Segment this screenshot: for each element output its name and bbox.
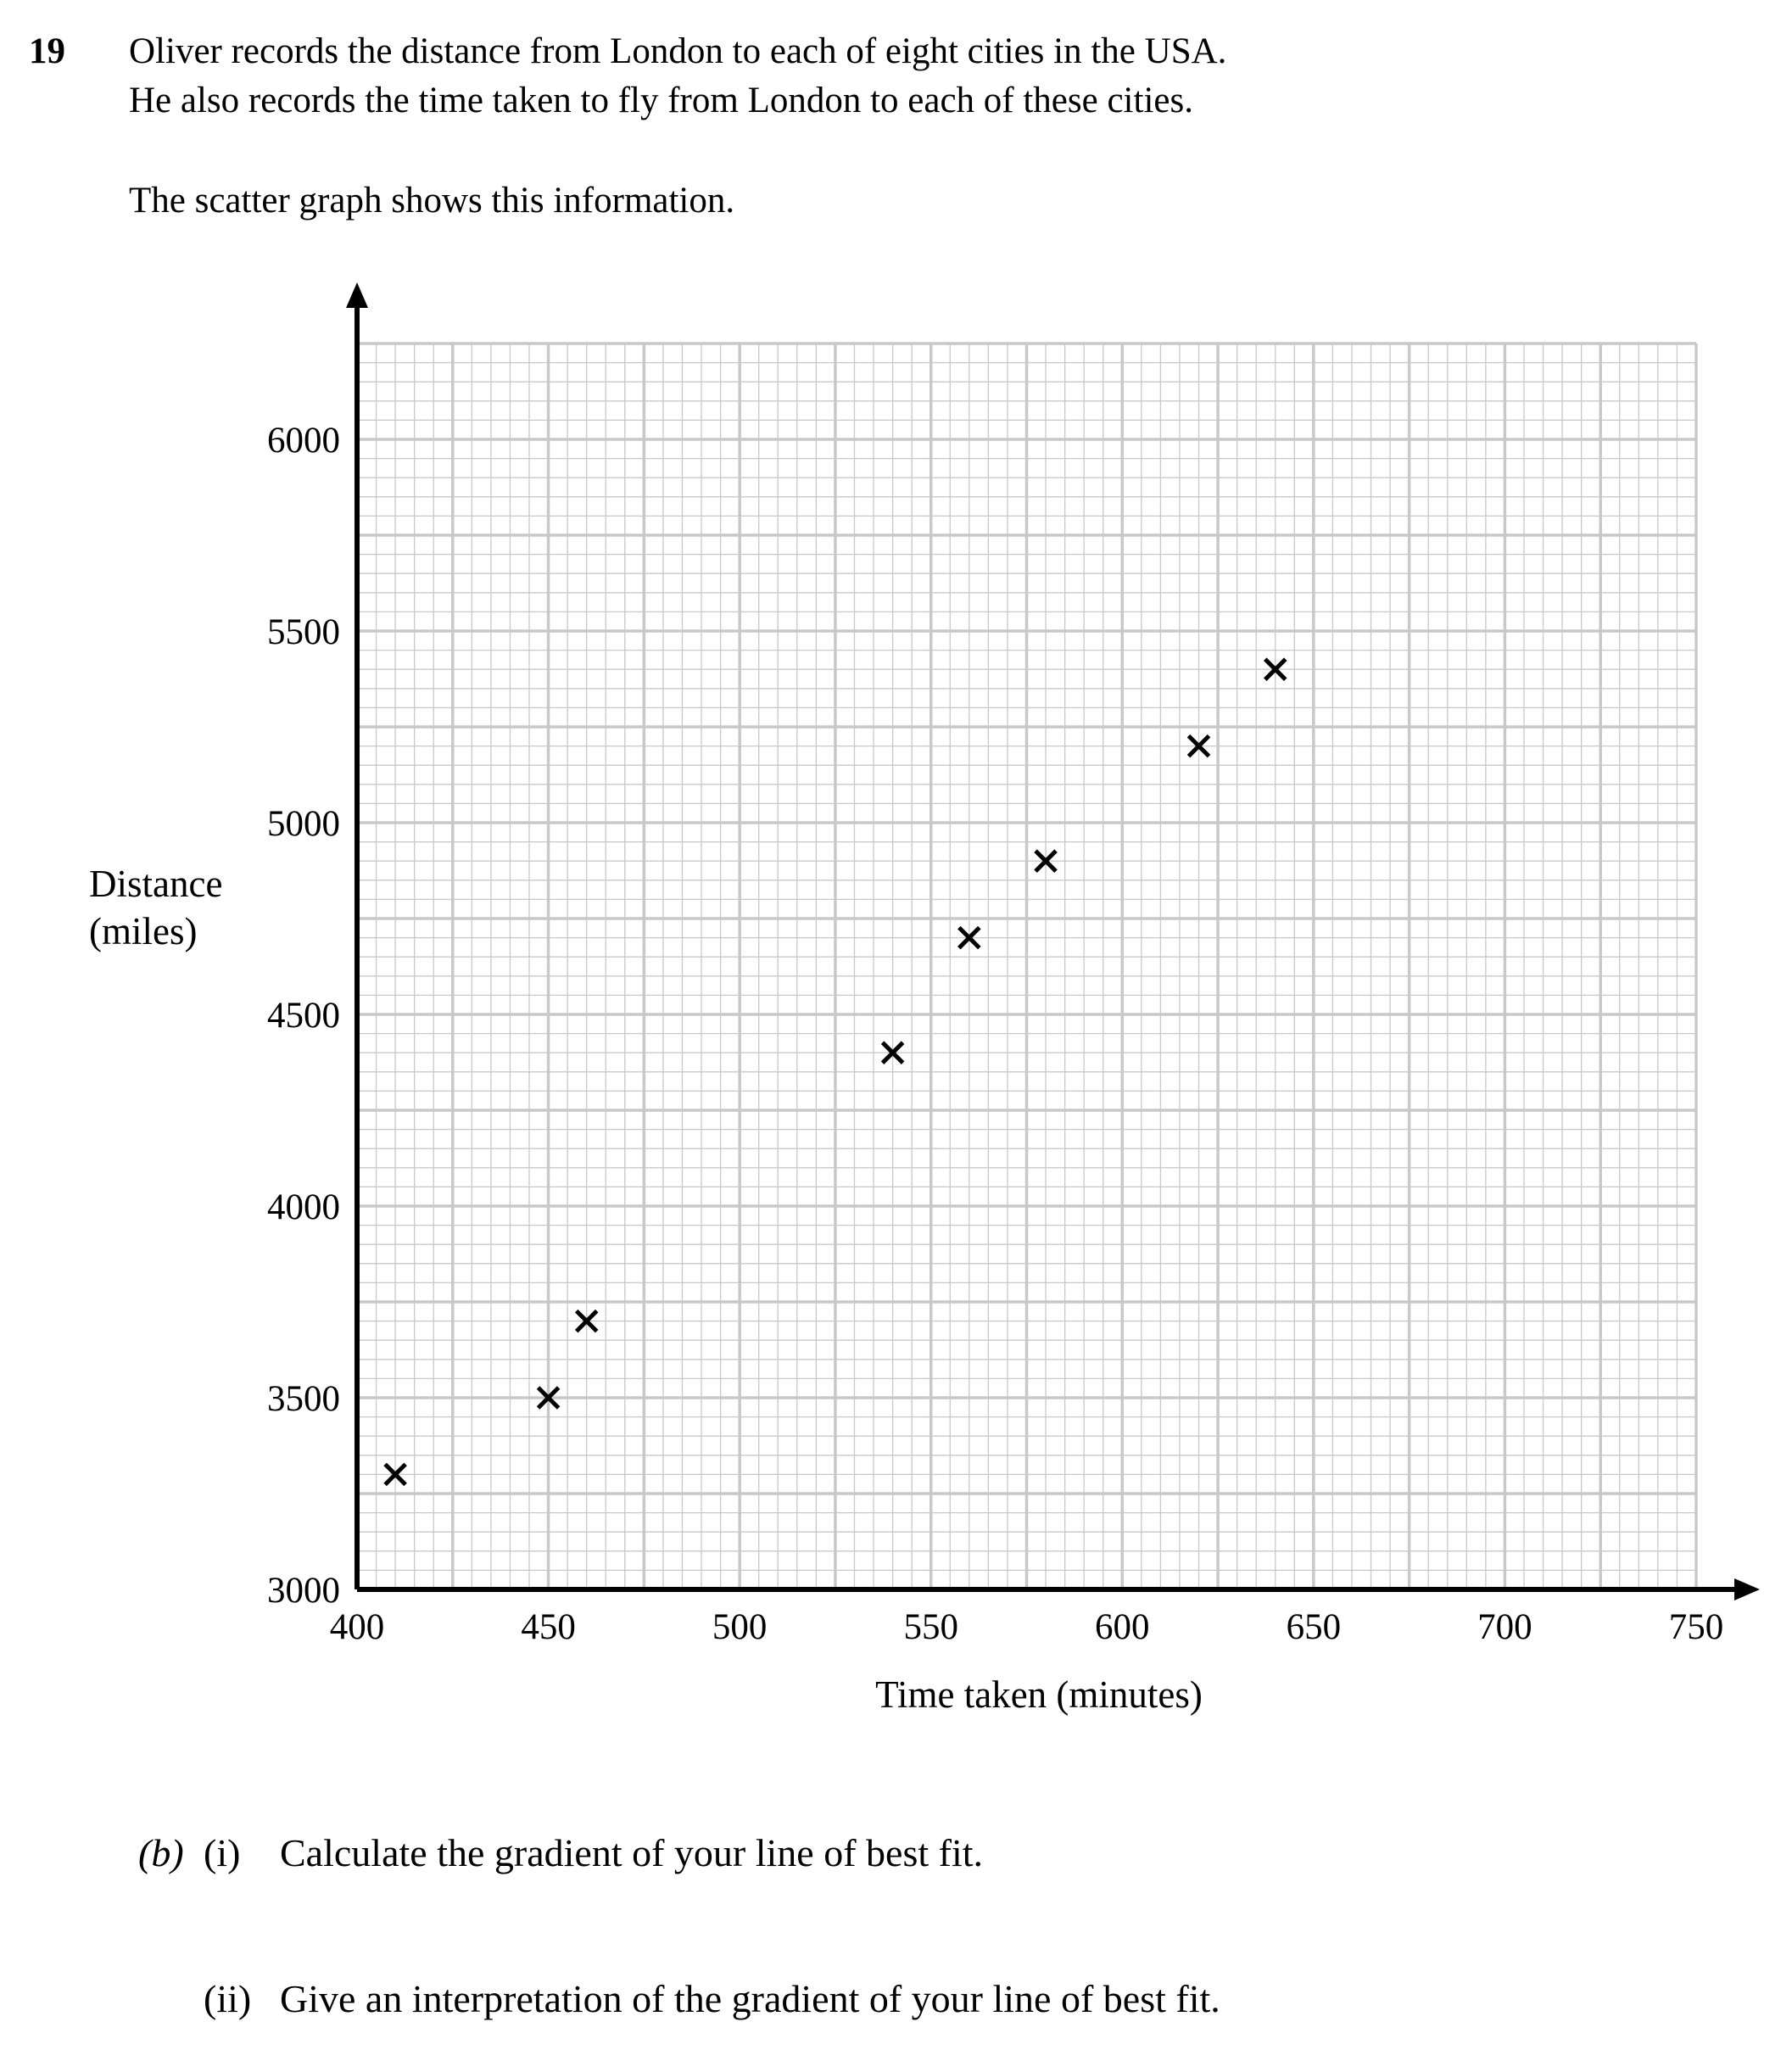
y-tick-label: 3000 — [267, 1571, 340, 1611]
y-tick-label: 5500 — [267, 612, 340, 652]
part-i-text: Calculate the gradient of your line of best fit. — [280, 1831, 984, 1874]
y-axis-arrow — [346, 282, 368, 308]
y-tick-label: 3500 — [267, 1379, 340, 1419]
question-line-2: He also records the time taken to fly from London to each of these cities. — [129, 81, 1193, 120]
part-b-label: (b) — [138, 1831, 184, 1874]
x-tick-label: 400 — [329, 1607, 385, 1647]
part-ii-label: (ii) — [204, 1977, 252, 2020]
x-tick-label: 600 — [1095, 1607, 1150, 1647]
x-axis-label: Time taken (minutes) — [875, 1673, 1203, 1716]
question-line-1: Oliver records the distance from London to each of eight cities in the USA. — [129, 31, 1227, 71]
question-intro: The scatter graph shows this information. — [129, 181, 735, 221]
question-number: 19 — [29, 31, 65, 71]
y-axis-label: (miles) — [89, 910, 198, 952]
y-tick-label: 6000 — [267, 421, 340, 461]
y-tick-label: 4500 — [267, 996, 340, 1036]
y-tick-label: 4000 — [267, 1187, 340, 1227]
x-tick-label: 750 — [1668, 1607, 1724, 1647]
x-tick-label: 550 — [903, 1607, 958, 1647]
x-tick-label: 500 — [712, 1607, 768, 1647]
x-tick-label: 700 — [1477, 1607, 1532, 1647]
x-tick-label: 650 — [1286, 1607, 1342, 1647]
x-tick-label: 450 — [521, 1607, 576, 1647]
part-ii-text: Give an interpretation of the gradient of your line of best fit. — [280, 1977, 1220, 2020]
y-tick-label: 5000 — [267, 804, 340, 844]
x-axis-arrow — [1734, 1578, 1760, 1600]
y-axis-label: Distance — [89, 863, 223, 905]
part-i-label: (i) — [204, 1831, 241, 1874]
grid — [357, 344, 1696, 1589]
